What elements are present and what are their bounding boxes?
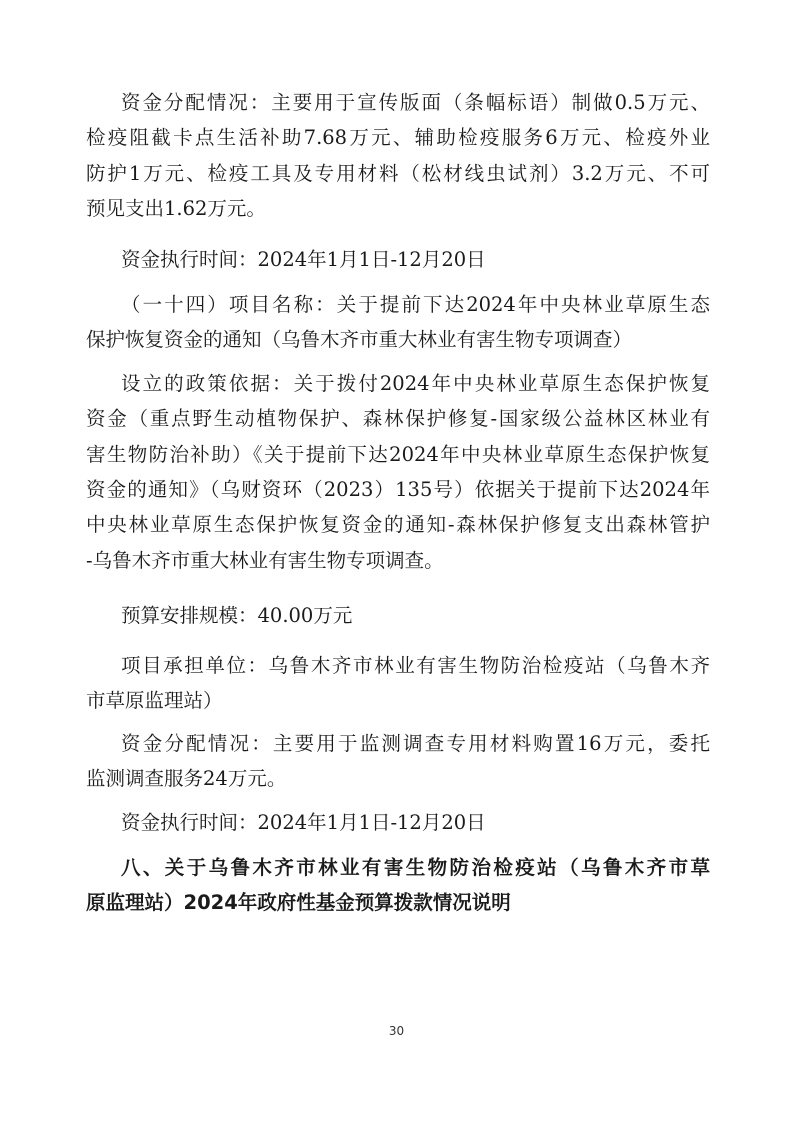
paragraph-line: 检疫阻截卡点生活补助7.68万元、辅助检疫服务6万元、检疫外业 — [86, 126, 710, 149]
paragraph-line: 资金的通知》（乌财资环（2023）135号）依据关于提前下达2024年 — [86, 478, 710, 501]
page-number: 30 — [388, 1024, 405, 1038]
paragraph-line: 害生物防治补助）《关于提前下达2024年中央林业草原生态保护恢复 — [86, 443, 710, 466]
paragraph-line: 资金（重点野生动植物保护、森林保护修复-国家级公益林区林业有 — [86, 407, 710, 430]
paragraph-line: 预见支出1.62万元。 — [86, 197, 266, 220]
chapter-heading-line: 原监理站）2024年政府性基金预算拨款情况说明 — [86, 891, 511, 914]
paragraph-line: 设立的政策依据：关于拨付2024年中央林业草原生态保护恢复 — [121, 372, 710, 395]
section-heading-line: （一十四）项目名称：关于提前下达2024年中央林业草原生态 — [121, 293, 710, 316]
paragraph-line: 资金执行时间：2024年1月1日-12月20日 — [121, 248, 486, 271]
paragraph-line: 资金分配情况：主要用于宣传版面（条幅标语）制做0.5万元、 — [121, 91, 710, 114]
paragraph-line: 预算安排规模：40.00万元 — [121, 604, 353, 627]
paragraph-line: 防护1万元、检疫工具及专用材料（松材线虫试剂）3.2万元、不可 — [86, 162, 710, 185]
paragraph-line: 中央林业草原生态保护恢复资金的通知-森林保护修复支出森林管护 — [86, 513, 710, 536]
paragraph-line: 项目承担单位：乌鲁木齐市林业有害生物防治检疫站（乌鲁木齐 — [121, 654, 710, 677]
paragraph-line: 监测调查服务24万元。 — [86, 767, 287, 790]
paragraph-line: 资金分配情况：主要用于监测调查专用材料购置16万元，委托 — [121, 732, 710, 755]
chapter-heading-line: 八、关于乌鲁木齐市林业有害生物防治检疫站（乌鲁木齐市草 — [121, 856, 710, 879]
paragraph-line: 市草原监理站） — [86, 689, 223, 712]
paragraph-line: -乌鲁木齐市重大林业有害生物专项调查。 — [86, 549, 444, 572]
section-heading-line: 保护恢复资金的通知（乌鲁木齐市重大林业有害生物专项调查） — [86, 328, 633, 351]
paragraph-line: 资金执行时间：2024年1月1日-12月20日 — [121, 811, 486, 834]
